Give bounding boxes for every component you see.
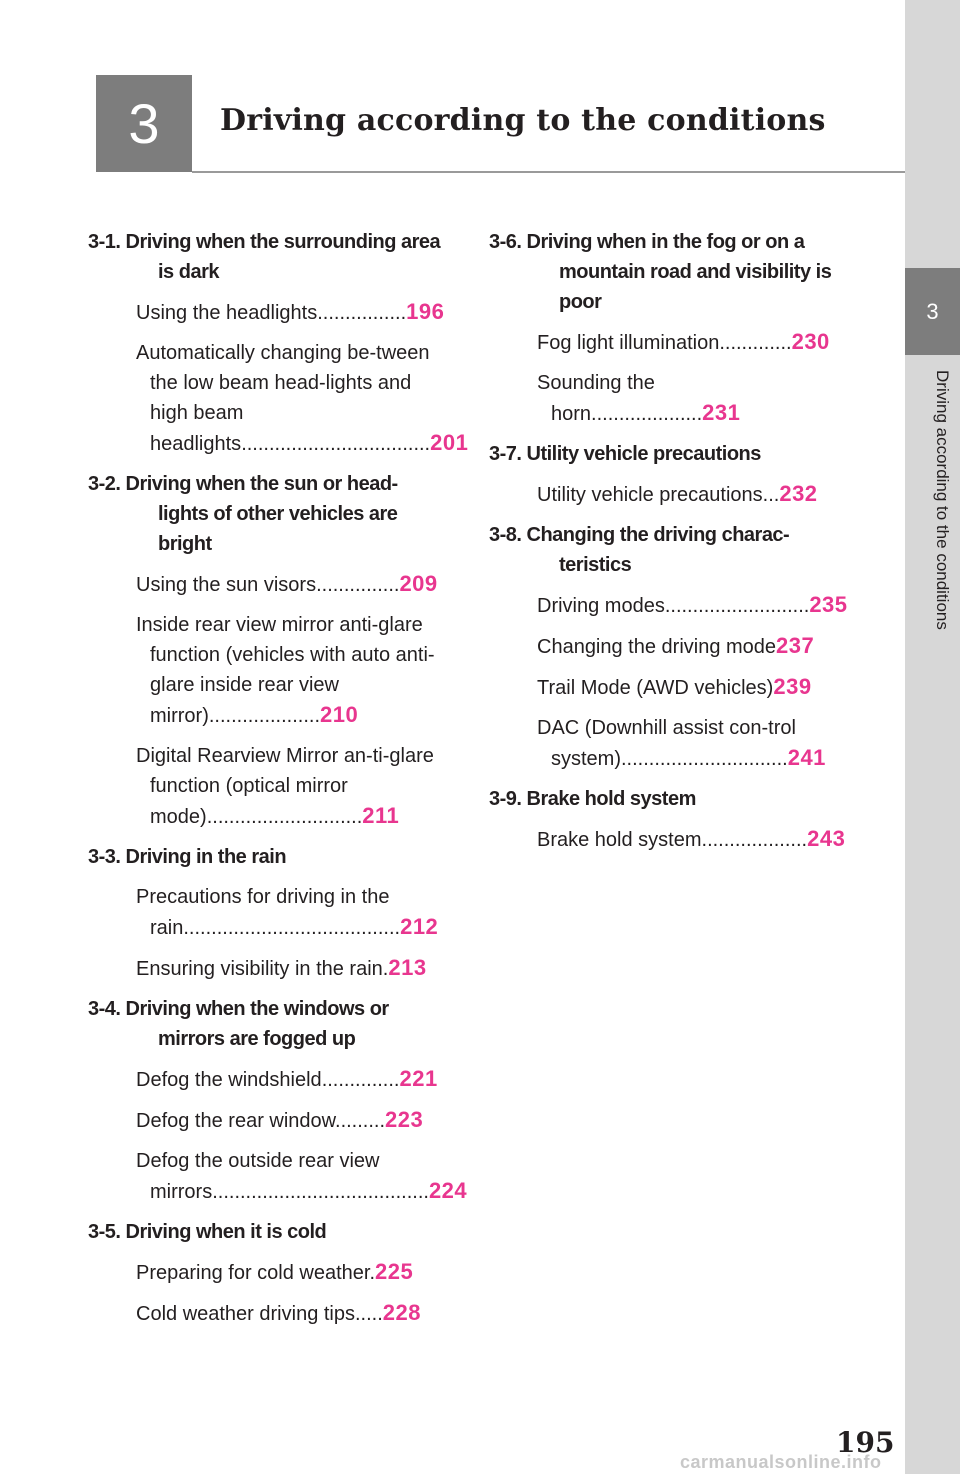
toc-entry-page-link[interactable]: 235 xyxy=(809,592,848,617)
toc-entry-page-link[interactable]: 241 xyxy=(787,745,826,770)
toc-entry-label: Defog the outside rear view mirrors xyxy=(136,1150,380,1203)
toc-section-heading[interactable]: 3-4. Driving when the windows or mirrors are fogged up xyxy=(88,998,389,1050)
chapter-title: Driving according to the conditions xyxy=(220,103,826,138)
toc-entry[interactable] xyxy=(136,569,448,600)
toc-entry-label: Cold weather driving tips xyxy=(136,1303,355,1325)
toc-section-heading[interactable]: 3-5. Driving when it is cold xyxy=(88,1221,327,1243)
toc-entry[interactable] xyxy=(136,1105,448,1136)
toc-section-heading[interactable]: 3-6. Driving when in the fog or on a mountain road and visibility is poor xyxy=(489,231,832,313)
toc-entry-leader: . xyxy=(382,958,389,980)
toc-entry-label: Fog light illumination xyxy=(537,332,720,354)
toc-entry-leader: .................................. xyxy=(241,433,431,455)
toc-entry-leader: .......................... xyxy=(664,595,810,617)
toc-entry-leader: ............... xyxy=(316,574,400,596)
header-divider xyxy=(192,171,905,173)
toc-entry-page-link[interactable]: 228 xyxy=(382,1300,422,1325)
toc-entry-label: Using the headlights xyxy=(136,302,318,324)
chapter-number: 3 xyxy=(128,92,160,155)
toc-right-column xyxy=(489,227,849,865)
toc-entry-page-link[interactable]: 231 xyxy=(702,400,741,425)
side-chapter-tab xyxy=(905,268,960,355)
toc-entry-leader: . xyxy=(369,1262,376,1284)
toc-entry-leader: ....................................... xyxy=(212,1181,429,1203)
toc-entry[interactable] xyxy=(136,953,448,984)
toc-entry-page-link[interactable]: 209 xyxy=(399,571,438,596)
toc-entry-leader: ......... xyxy=(335,1110,386,1132)
toc-entry-leader: ....................................... xyxy=(183,917,401,939)
toc-entry-leader: .................... xyxy=(591,403,703,425)
toc-entry[interactable] xyxy=(537,327,849,358)
toc-left-column xyxy=(88,227,469,1339)
toc-entry-label: Utility vehicle precautions xyxy=(537,484,763,506)
toc-entry[interactable] xyxy=(537,713,849,774)
toc-entry-page-link[interactable]: 201 xyxy=(430,430,469,455)
side-chapter-title: Driving according to the conditions xyxy=(933,370,952,630)
toc-entry-page-link[interactable]: 210 xyxy=(320,702,359,727)
toc-entry[interactable] xyxy=(136,1298,448,1329)
toc-entry-label: Automatically changing be-tween the low beam head-lights and high beam headlights xyxy=(136,342,430,455)
toc-section-heading[interactable]: 3-8. Changing the driving charac-teristics xyxy=(489,524,790,576)
watermark: carmanualsonline.info xyxy=(680,1452,882,1472)
toc-entry[interactable] xyxy=(136,741,448,832)
toc-entry-label: Trail Mode (AWD vehicles) xyxy=(537,677,774,699)
toc-entry[interactable] xyxy=(136,1146,468,1207)
toc-entry-page-link[interactable]: 221 xyxy=(399,1066,438,1091)
toc-entry[interactable] xyxy=(136,297,448,328)
toc-entry-label: Defog the windshield xyxy=(136,1069,322,1091)
toc-section-heading[interactable]: 3-1. Driving when the surrounding area is dark xyxy=(88,231,441,283)
toc-section-heading[interactable]: 3-3. Driving in the rain xyxy=(88,846,287,868)
toc-entry[interactable] xyxy=(537,631,849,662)
toc-entry-page-link[interactable]: 212 xyxy=(400,914,439,939)
toc-entry[interactable] xyxy=(537,479,849,510)
toc-entry-leader: ................... xyxy=(701,829,808,851)
toc-entry-leader: .............. xyxy=(321,1069,400,1091)
toc-entry[interactable] xyxy=(136,338,469,459)
toc-entry-page-link[interactable]: 237 xyxy=(776,633,815,658)
toc-entry-page-link[interactable]: 213 xyxy=(388,955,427,980)
toc-entry[interactable] xyxy=(136,1257,448,1288)
toc-section-heading[interactable]: 3-2. Driving when the sun or head-lights of other vehicles are bright xyxy=(88,473,398,555)
toc-entry[interactable] xyxy=(537,368,849,429)
toc-entry-label: Ensuring visibility in the rain xyxy=(136,958,383,980)
toc-entry[interactable] xyxy=(537,824,849,855)
toc-entry-page-link[interactable]: 225 xyxy=(375,1259,414,1284)
chapter-number-box xyxy=(96,75,192,172)
toc-entry[interactable] xyxy=(136,610,448,731)
toc-entry-label: Sounding the horn xyxy=(537,372,655,425)
toc-entry-leader: ..... xyxy=(355,1303,383,1325)
toc-entry[interactable] xyxy=(537,590,849,621)
toc-entry-page-link[interactable]: 232 xyxy=(779,481,818,506)
toc-entry-leader: ............. xyxy=(719,332,792,354)
toc-entry[interactable] xyxy=(537,672,849,703)
toc-entry-label: Brake hold system xyxy=(537,829,702,851)
toc-section-heading[interactable]: 3-9. Brake hold system xyxy=(489,788,696,810)
toc-entry-label: Driving modes xyxy=(537,595,665,617)
toc-entry-leader: .................... xyxy=(208,705,321,727)
toc-entry-page-link[interactable]: 243 xyxy=(807,826,846,851)
toc-entry-leader: ................ xyxy=(317,302,407,324)
toc-entry-page-link[interactable]: 239 xyxy=(773,674,812,699)
side-chapter-number: 3 xyxy=(926,298,939,324)
toc-entry-label: Using the sun visors xyxy=(136,574,317,596)
toc-entry-page-link[interactable]: 224 xyxy=(428,1178,468,1203)
toc-entry-label: Defog the rear window xyxy=(136,1110,336,1132)
toc-entry-page-link[interactable]: 223 xyxy=(385,1107,424,1132)
toc-entry-page-link[interactable]: 196 xyxy=(406,299,445,324)
toc-entry-page-link[interactable]: 211 xyxy=(362,803,400,828)
toc-entry-page-link[interactable]: 230 xyxy=(791,329,830,354)
toc-entry-label: Preparing for cold weather xyxy=(136,1262,370,1284)
toc-entry-label: DAC (Downhill assist con-trol system) xyxy=(537,717,796,770)
toc-entry[interactable] xyxy=(136,1064,448,1095)
page-number: 195 xyxy=(836,1426,895,1459)
toc-entry-leader: ... xyxy=(762,484,780,506)
toc-entry-label: Digital Rearview Mirror an-ti-glare function (optical mirror mode) xyxy=(136,745,434,828)
toc-entry-leader: ............................ xyxy=(206,806,363,828)
toc-entry-label: Precautions for driving in the rain xyxy=(136,886,390,939)
side-thumb-bar xyxy=(905,0,960,1474)
toc-section-heading[interactable]: 3-7. Utility vehicle precautions xyxy=(489,443,761,465)
toc-entry-leader: .............................. xyxy=(621,748,788,770)
toc-entry-label: Changing the driving mode xyxy=(537,636,777,658)
toc-entry-label: Inside rear view mirror anti-glare function (vehicles with auto anti-glare inside rear view mirror) xyxy=(136,614,435,727)
toc-entry[interactable] xyxy=(136,882,448,943)
